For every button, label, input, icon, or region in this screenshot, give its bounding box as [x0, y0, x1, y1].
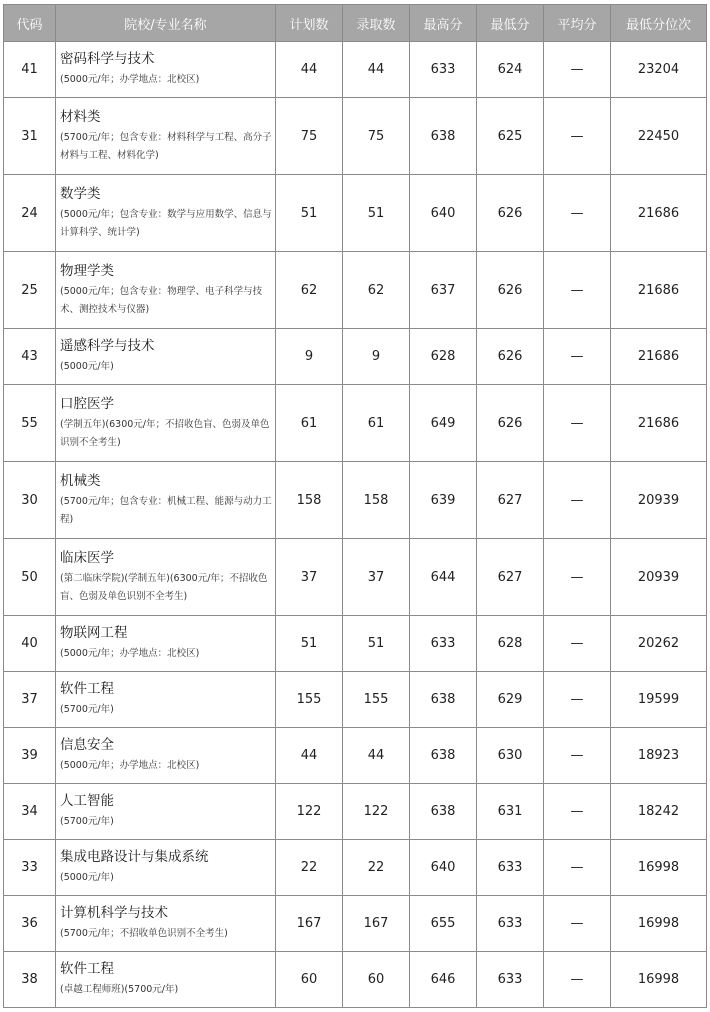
major-name: 临床医学: [60, 549, 114, 566]
major-name: 信息安全: [60, 737, 114, 753]
cell-code: 31: [4, 98, 56, 175]
cell-min: 626: [477, 175, 544, 252]
cell-min: 627: [477, 462, 544, 539]
cell-plan: 51: [276, 175, 343, 252]
cell-avg: —: [544, 329, 611, 385]
cell-rank: 16998: [611, 896, 707, 952]
cell-min: 633: [477, 952, 544, 1008]
cell-code: 34: [4, 784, 56, 840]
cell-name: [56, 896, 276, 952]
cell-avg: —: [544, 616, 611, 672]
header-name: 院校/专业名称: [56, 5, 276, 42]
major-note: (第二临床学院)(学制五年)(6300元/年；不招收色盲、色弱及单色识别不全考生): [60, 572, 268, 602]
cell-code: 30: [4, 462, 56, 539]
cell-plan: 51: [276, 616, 343, 672]
major-note: (5700元/年；包含专业：材料科学与工程、高分子材料与工程、材料化学): [60, 131, 272, 161]
major-note: (5700元/年；不招收单色识别不全考生): [60, 928, 228, 939]
cell-max: 633: [410, 616, 477, 672]
major-note: (5700元/年；包含专业：机械工程、能源与动力工程): [60, 495, 272, 525]
table-row: [4, 42, 707, 98]
table-row: [4, 784, 707, 840]
header-min: 最低分: [477, 5, 544, 42]
cell-name: [56, 329, 276, 385]
cell-plan: 62: [276, 252, 343, 329]
cell-max: 637: [410, 252, 477, 329]
cell-admitted: 122: [343, 784, 410, 840]
cell-code: 55: [4, 385, 56, 462]
cell-avg: —: [544, 98, 611, 175]
cell-max: 655: [410, 896, 477, 952]
major-name: 软件工程: [60, 961, 114, 977]
cell-avg: —: [544, 896, 611, 952]
cell-max: 633: [410, 42, 477, 98]
cell-max: 640: [410, 175, 477, 252]
cell-rank: 20939: [611, 462, 707, 539]
major-name: 计算机科学与技术: [60, 905, 168, 921]
cell-name: [56, 539, 276, 616]
cell-plan: 75: [276, 98, 343, 175]
major-name: 数学类: [60, 185, 101, 202]
major-name: 物理学类: [60, 262, 114, 279]
cell-name: [56, 728, 276, 784]
cell-name: [56, 784, 276, 840]
cell-avg: —: [544, 728, 611, 784]
major-note: (5000元/年；办学地点：北校区): [60, 74, 200, 85]
cell-admitted: 44: [343, 42, 410, 98]
cell-code: 36: [4, 896, 56, 952]
table-row: [4, 728, 707, 784]
cell-max: 628: [410, 329, 477, 385]
cell-code: 39: [4, 728, 56, 784]
major-name: 软件工程: [60, 681, 114, 697]
cell-plan: 44: [276, 42, 343, 98]
cell-plan: 61: [276, 385, 343, 462]
cell-code: 37: [4, 672, 56, 728]
cell-plan: 122: [276, 784, 343, 840]
cell-code: 33: [4, 840, 56, 896]
cell-name: [56, 252, 276, 329]
cell-min: 629: [477, 672, 544, 728]
major-note: (学制五年)(6300元/年；不招收色盲、色弱及单色识别不全考生): [60, 418, 270, 448]
cell-admitted: 155: [343, 672, 410, 728]
cell-admitted: 22: [343, 840, 410, 896]
major-note: (5000元/年): [60, 361, 114, 372]
cell-max: 644: [410, 539, 477, 616]
table-row: [4, 98, 707, 175]
cell-rank: 21686: [611, 252, 707, 329]
cell-code: 24: [4, 175, 56, 252]
major-name: 口腔医学: [60, 395, 114, 412]
cell-min: 630: [477, 728, 544, 784]
cell-code: 41: [4, 42, 56, 98]
cell-avg: —: [544, 840, 611, 896]
cell-admitted: 62: [343, 252, 410, 329]
table-body: [4, 42, 707, 1008]
cell-rank: 19599: [611, 672, 707, 728]
cell-name: [56, 952, 276, 1008]
table-row: [4, 896, 707, 952]
cell-avg: —: [544, 385, 611, 462]
header-avg: 平均分: [544, 5, 611, 42]
cell-name: [56, 616, 276, 672]
table-row: [4, 539, 707, 616]
cell-rank: 16998: [611, 952, 707, 1008]
major-note: (5000元/年): [60, 872, 114, 883]
cell-rank: 21686: [611, 175, 707, 252]
cell-max: 639: [410, 462, 477, 539]
major-name: 物联网工程: [60, 625, 128, 641]
cell-min: 633: [477, 840, 544, 896]
cell-name: [56, 175, 276, 252]
cell-min: 626: [477, 329, 544, 385]
cell-code: 40: [4, 616, 56, 672]
cell-avg: —: [544, 462, 611, 539]
cell-max: 638: [410, 728, 477, 784]
major-note: (卓越工程师班)(5700元/年): [60, 984, 179, 995]
cell-min: 626: [477, 385, 544, 462]
cell-admitted: 51: [343, 175, 410, 252]
cell-avg: —: [544, 252, 611, 329]
cell-rank: 22450: [611, 98, 707, 175]
cell-admitted: 44: [343, 728, 410, 784]
cell-min: 626: [477, 252, 544, 329]
cell-max: 640: [410, 840, 477, 896]
cell-rank: 18242: [611, 784, 707, 840]
major-name: 密码科学与技术: [60, 51, 155, 67]
table-row: [4, 616, 707, 672]
table-row: [4, 329, 707, 385]
cell-avg: —: [544, 672, 611, 728]
cell-max: 638: [410, 672, 477, 728]
table-row: [4, 252, 707, 329]
cell-code: 43: [4, 329, 56, 385]
cell-code: 38: [4, 952, 56, 1008]
cell-plan: 22: [276, 840, 343, 896]
cell-max: 638: [410, 784, 477, 840]
cell-max: 638: [410, 98, 477, 175]
cell-min: 631: [477, 784, 544, 840]
cell-min: 628: [477, 616, 544, 672]
cell-plan: 44: [276, 728, 343, 784]
major-name: 集成电路设计与集成系统: [60, 849, 209, 865]
major-note: (5700元/年): [60, 816, 114, 827]
header-max: 最高分: [410, 5, 477, 42]
cell-plan: 155: [276, 672, 343, 728]
cell-max: 646: [410, 952, 477, 1008]
cell-avg: —: [544, 42, 611, 98]
table-row: [4, 840, 707, 896]
cell-admitted: 60: [343, 952, 410, 1008]
major-name: 人工智能: [60, 793, 114, 809]
header-admitted: 录取数: [343, 5, 410, 42]
cell-rank: 20262: [611, 616, 707, 672]
cell-admitted: 75: [343, 98, 410, 175]
cell-avg: —: [544, 175, 611, 252]
table-row: [4, 462, 707, 539]
cell-rank: 21686: [611, 329, 707, 385]
table-row: [4, 175, 707, 252]
cell-name: [56, 98, 276, 175]
cell-name: [56, 42, 276, 98]
cell-rank: 23204: [611, 42, 707, 98]
cell-avg: —: [544, 539, 611, 616]
cell-plan: 37: [276, 539, 343, 616]
major-note: (5700元/年): [60, 704, 114, 715]
cell-avg: —: [544, 952, 611, 1008]
cell-admitted: 61: [343, 385, 410, 462]
table-row: [4, 672, 707, 728]
cell-plan: 9: [276, 329, 343, 385]
cell-admitted: 51: [343, 616, 410, 672]
header-code: 代码: [4, 5, 56, 42]
table-row: [4, 952, 707, 1008]
cell-rank: 16998: [611, 840, 707, 896]
cell-plan: 60: [276, 952, 343, 1008]
cell-name: [56, 462, 276, 539]
major-note: (5000元/年；包含专业：物理学、电子科学与技术、测控技术与仪器): [60, 285, 263, 315]
major-name: 机械类: [60, 472, 101, 489]
cell-min: 633: [477, 896, 544, 952]
cell-admitted: 9: [343, 329, 410, 385]
major-note: (5000元/年；包含专业：数学与应用数学、信息与计算科学、统计学): [60, 208, 272, 238]
cell-code: 25: [4, 252, 56, 329]
cell-rank: 21686: [611, 385, 707, 462]
cell-rank: 18923: [611, 728, 707, 784]
cell-admitted: 37: [343, 539, 410, 616]
cell-plan: 167: [276, 896, 343, 952]
cell-plan: 158: [276, 462, 343, 539]
major-name: 材料类: [60, 108, 101, 125]
cell-min: 625: [477, 98, 544, 175]
admission-table: [3, 4, 707, 1008]
header-rank: 最低分位次: [611, 5, 707, 42]
cell-max: 649: [410, 385, 477, 462]
major-note: (5000元/年；办学地点：北校区): [60, 760, 200, 771]
cell-rank: 20939: [611, 539, 707, 616]
table-header: [4, 5, 707, 42]
cell-min: 627: [477, 539, 544, 616]
cell-avg: —: [544, 784, 611, 840]
cell-min: 624: [477, 42, 544, 98]
cell-admitted: 158: [343, 462, 410, 539]
cell-admitted: 167: [343, 896, 410, 952]
table-row: [4, 385, 707, 462]
cell-name: [56, 385, 276, 462]
cell-name: [56, 672, 276, 728]
header-plan: 计划数: [276, 5, 343, 42]
major-name: 遥感科学与技术: [60, 338, 155, 354]
cell-code: 50: [4, 539, 56, 616]
major-note: (5000元/年；办学地点：北校区): [60, 648, 200, 659]
cell-name: [56, 840, 276, 896]
